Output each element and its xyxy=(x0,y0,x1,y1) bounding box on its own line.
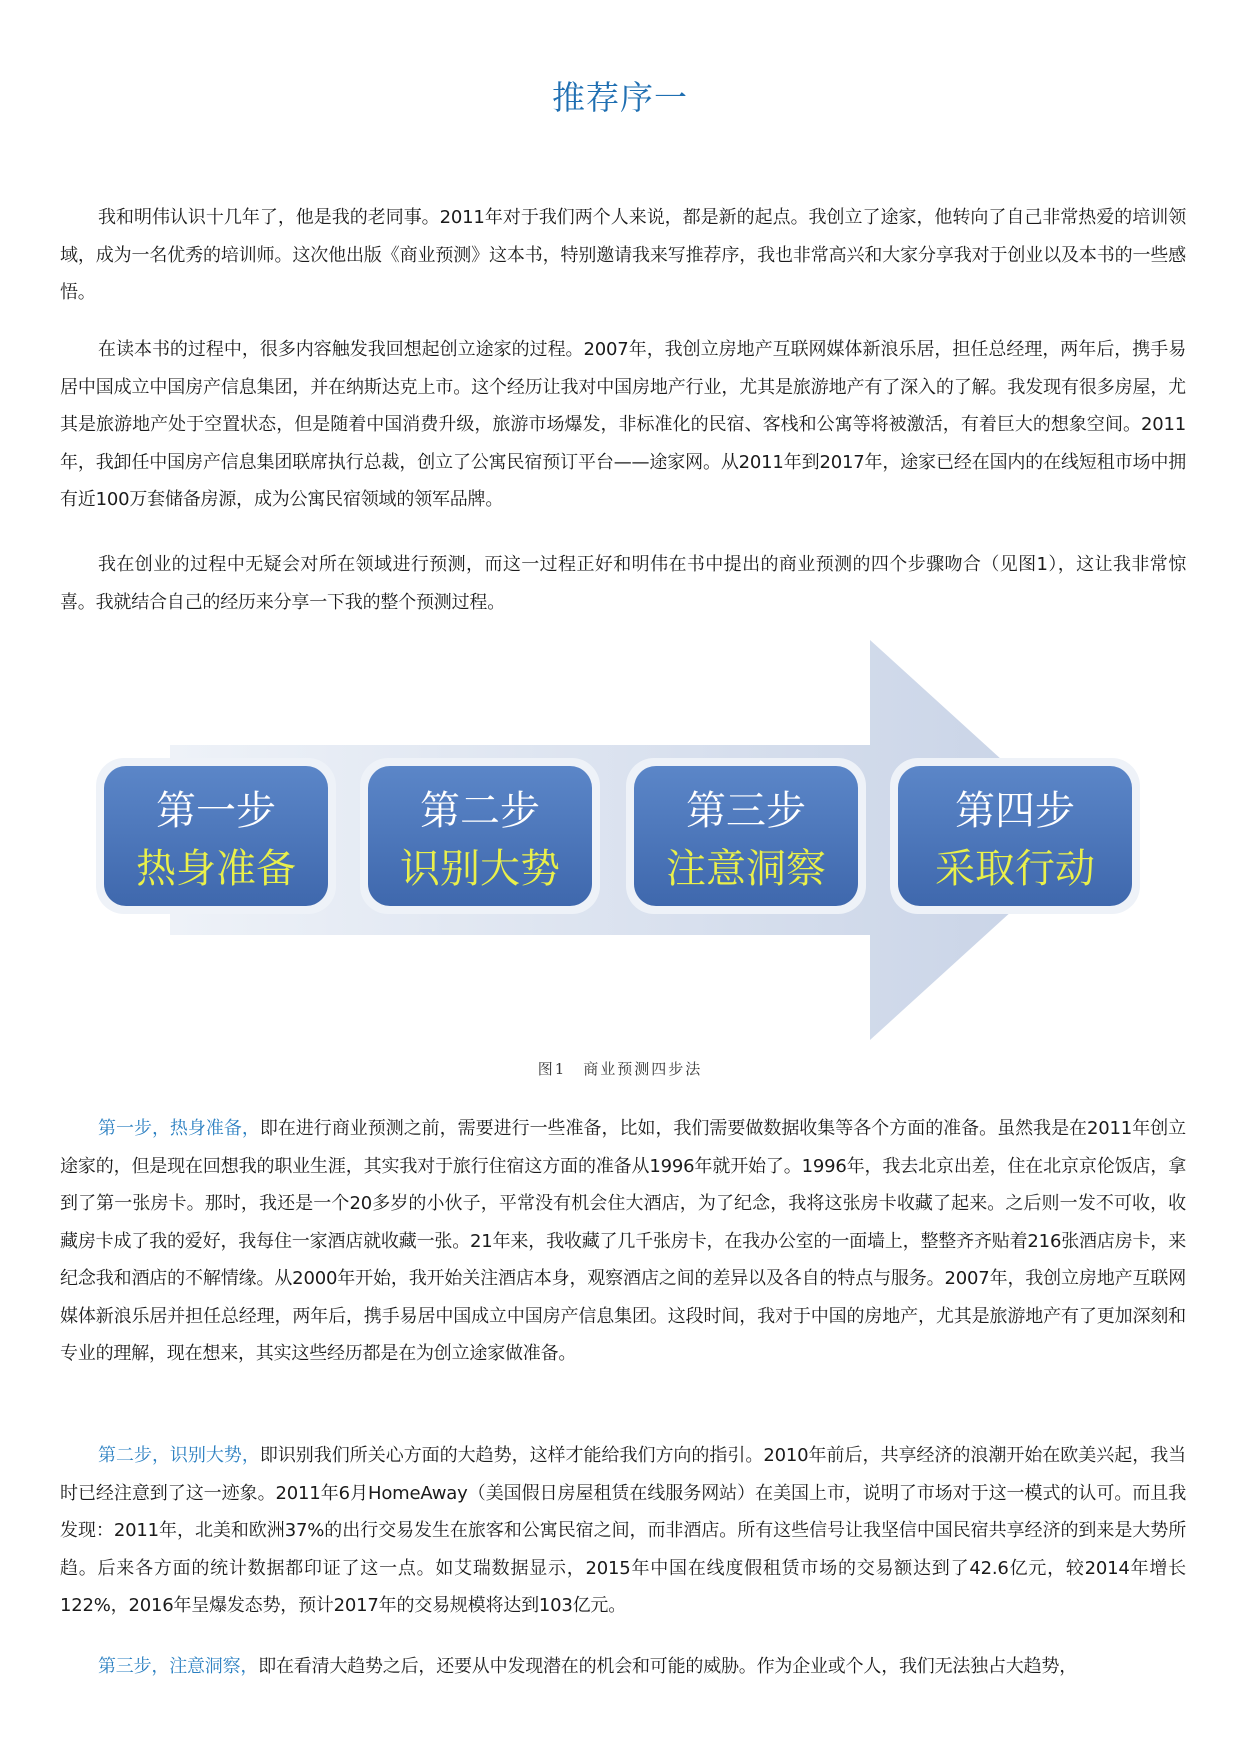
step-card-1 xyxy=(96,758,336,914)
paragraph-background: 在读本书的过程中，很多内容触发我回想起创立途家的过程。2007年，我创立房地产互联网媒体新浪乐居，担任总经理，两年后，携手易居中国成立中国房产信息集团，并在纳斯达克上市。这个经历让我对中国房地产行业，尤其是旅游地产有了深入的了解。我发现有很多房屋，尤其是旅游地产处于空置状态，但是随着中国消费升级，旅游市场爆发，非标准化的民宿、客栈和公寓等将被激活，有着巨大的想象空间。2011年，我卸任中国房产信息集团联席执行总裁，创立了公寓民宿预订平台——途家网。从2011年到2017年，途家已经在国内的在线短租市场中拥有近100万套储备房源，成为公寓民宿领域的领军品牌。 xyxy=(60,339,1186,510)
paragraph-figure-intro: 我在创业的过程中无疑会对所在领域进行预测，而这一过程正好和明伟在书中提出的商业预测的四个步骤吻合（见图1），这让我非常惊喜。我就结合自己的经历来分享一下我的整个预测过程。 xyxy=(60,554,1186,613)
step-1-number: 第一步 xyxy=(156,788,276,834)
step-2-number: 第二步 xyxy=(420,788,540,834)
step-3-name: 注意洞察 xyxy=(666,846,826,892)
section-step-2-text: 即识别我们所关心方面的大趋势，这样才能给我们方向的指引。2010年前后，共享经济的浪潮开始在欧美兴起，我当时已经注意到了这一迹象。2011年6月HomeAway（美国假日房屋租赁在线服务网站）在美国上市，说明了市场对于这一模式的认可。而且我发现：2011年，北美和欧洲37%的出行交易发生在旅客和公寓民宿之间，而非酒店。所有这些信号让我坚信中国民宿共享经济的到来是大势所趋。后来各方面的统计数据都印证了这一点。如艾瑞数据显示，2015年中国在线度假租赁市场的交易额达到了42.6亿元，较2014年增长122%，2016年呈爆发态势，预计2017年的交易规模将达到103亿元。 xyxy=(60,1445,1186,1616)
step-card-2 xyxy=(360,758,600,914)
section-step-1-text: 即在进行商业预测之前，需要进行一些准备，比如，我们需要做数据收集等各个方面的准备。虽然我是在2011年创立途家的，但是现在回想我的职业生涯，其实我对于旅行住宿这方面的准备从1996年就开始了。1996年，我去北京出差，住在北京京伦饭店，拿到了第一张房卡。那时，我还是一个20多岁的小伙子，平常没有机会住大酒店，为了纪念，我将这张房卡收藏了起来。之后则一发不可收，收藏房卡成了我的爱好，我每住一家酒店就收藏一张。21年来，我收藏了几千张房卡，在我办公室的一面墙上，整整齐齐贴着216张酒店房卡，来纪念我和酒店的不解情缘。从2000年开始，我开始关注酒店本身，观察酒店之间的差异以及各自的特点与服务。2007年，我创立房地产互联网媒体新浪乐居并担任总经理，两年后，携手易居中国成立中国房产信息集团。这段时间，我对于中国的房地产，尤其是旅游地产有了更加深刻和专业的理解，现在想来，其实这些经历都是在为创立途家做准备。 xyxy=(60,1118,1186,1364)
step-3-number: 第三步 xyxy=(686,788,806,834)
section-step-3 xyxy=(60,1648,1186,1686)
section-step-1 xyxy=(60,1110,1186,1373)
four-step-figure xyxy=(90,640,1150,1040)
step-4-number: 第四步 xyxy=(955,788,1075,834)
paragraph-intro: 我和明伟认识十几年了，他是我的老同事。2011年对于我们两个人来说，都是新的起点。我创立了途家，他转向了自己非常热爱的培训领域，成为一名优秀的培训师。这次他出版《商业预测》这本书，特别邀请我来写推荐序，我也非常高兴和大家分享我对于创业以及本书的一些感悟。 xyxy=(60,207,1186,303)
step-card-4 xyxy=(890,758,1140,914)
step-card-3 xyxy=(626,758,866,914)
step-1-name: 热身准备 xyxy=(136,846,296,892)
section-step-3-text: 即在看清大趋势之后，还要从中发现潜在的机会和可能的威胁。作为企业或个人，我们无法独占大趋势， xyxy=(258,1656,1077,1677)
section-step-2 xyxy=(60,1437,1186,1625)
section-step-3-lead: 第三步，注意洞察， xyxy=(98,1656,259,1677)
page-title: 推荐序一 xyxy=(552,78,688,117)
step-4-name: 采取行动 xyxy=(935,846,1095,892)
section-step-2-lead: 第二步，识别大势， xyxy=(98,1445,260,1466)
section-step-1-lead: 第一步，热身准备， xyxy=(98,1118,260,1139)
step-2-name: 识别大势 xyxy=(400,846,560,892)
four-step-diagram xyxy=(90,640,1150,1040)
figure-caption: 图1 商业预测四步法 xyxy=(537,1060,703,1078)
